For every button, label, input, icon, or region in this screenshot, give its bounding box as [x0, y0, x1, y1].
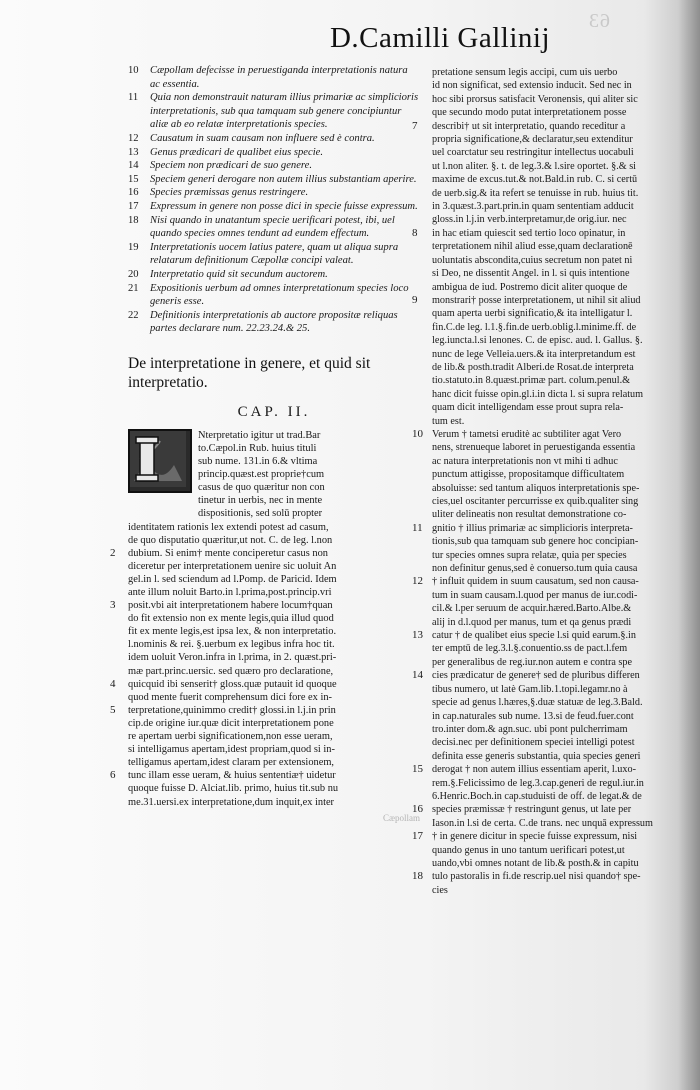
body-line-text: quicquid ibi senserit† gloss.quæ putauit id quoque [128, 678, 337, 690]
right-line [412, 803, 690, 816]
right-line [412, 427, 690, 441]
right-line-text: terpretationem nihil aliud esse,quam declarationē [432, 241, 633, 253]
right-line [432, 455, 690, 468]
right-line-text: pretatione sensum legis accipi, cum uis uerbo [432, 67, 618, 78]
body-line [128, 796, 420, 809]
right-line-text: Verum † tametsi eruditè ac subtiliter agat Vero [432, 428, 622, 440]
right-line-text: cies [432, 884, 448, 896]
right-line-text: describi† ut sit interpretatio, quando receditur a [432, 120, 626, 132]
index-item-number: 20 [128, 268, 139, 280]
right-line [432, 254, 690, 267]
right-line [432, 93, 690, 106]
index-item-number: 17 [128, 200, 139, 212]
right-line-text: tio.statuto.in 8.quæst.primæ part. colum.penul.& [432, 375, 631, 387]
body-line [128, 573, 420, 586]
index-item [128, 282, 420, 309]
right-line-text: catur † de qualibet eius specie l.si quid earum.§.in [432, 630, 636, 642]
margin-number: 7 [412, 119, 418, 132]
right-line-text: cies,uel oscitanter percurrisse ex quib.qualiter sing [432, 496, 639, 507]
right-line [432, 656, 690, 669]
body-line-text: diceretur per interpretationem uenire sic uoluit An [128, 560, 337, 572]
right-line [432, 616, 690, 629]
right-line-text: nunc de lege Velleia.uers.& ita interpretandum est [432, 348, 636, 360]
body-line-text: mæ part.princ.uersic. sed quæro pro declaratione, [128, 665, 334, 677]
index-item [128, 132, 420, 146]
right-line [432, 334, 690, 347]
right-line [432, 160, 690, 173]
right-line-text: in cap.naturales sub nume. 13.si de feud.fuer.cont [432, 710, 634, 722]
right-line-text: per generalibus de reg.iur.non autem e contra spe [432, 656, 632, 668]
right-line [432, 549, 690, 562]
index-item-text: Speciem non prædicari de suo genere. [150, 160, 313, 172]
right-line [412, 575, 690, 588]
body-line-text: ante illum noluit Barto.in l.prima,post.princip.vri [128, 587, 332, 598]
index-item-text: Interpretatio quid sit secundum auctorem. [150, 268, 328, 280]
right-line-text: absoluisse: sed tantum aliquos interpretationis spe- [432, 482, 640, 494]
body-line-text: me.31.uersi.ex interpretatione,dum inquit,ex inter [128, 796, 335, 808]
right-line [432, 361, 690, 374]
right-line-text: cies prædicatur de genere† sed de pluribus differen [432, 670, 640, 682]
index-item-text: Speciem generi derogare non autem illius substantiam aperire. [150, 173, 417, 185]
right-line [412, 293, 690, 307]
body-line-text: l.nominis & rei. §.uerbum ex legibus infra hoc tit. [128, 639, 335, 651]
right-line-text: tulo pastoralis in fi.de rescrip.uel nisi quando† spe- [432, 871, 641, 883]
body-line-text: gel.in l. sed sciendum ad l.Pomp. de Paricid. Idem [128, 573, 337, 585]
index-item [128, 241, 420, 268]
right-line [432, 602, 690, 615]
right-line [412, 763, 690, 776]
margin-number: 16 [412, 803, 423, 816]
right-line [412, 830, 690, 843]
body-line [128, 651, 420, 664]
decorated-initial-icon [128, 429, 192, 493]
right-line [412, 669, 690, 682]
body-line [128, 743, 420, 756]
index-item-text: Expressum in genere non posse dici in specie fuisse expressum. [150, 200, 418, 212]
index-item-number: 11 [128, 92, 139, 104]
body-line [110, 599, 420, 612]
catchword: Cæpollam [382, 812, 420, 823]
body-text [110, 521, 420, 809]
right-line-text: tibus numero, ut latè Gam.lib.1.topi.legamr.no à [432, 683, 628, 695]
index-item-text: Nisi quando in unatantum specie uerificari potest, ibi, uel quando species omnes tendunt ad eundem effectum. [150, 214, 395, 240]
right-line-text: specie ad genus l.hæres,§.duæ statuæ de leg.3.Bald. [432, 697, 643, 709]
right-line [412, 870, 690, 883]
dropcap-line: sub nume. 131.in 6.& vltima [198, 456, 318, 468]
right-line [432, 508, 690, 521]
right-line-text: uel coarctatur seu restringitur intellectus uocabuli [432, 147, 634, 159]
right-line-text: de lib.& posth.tradit Alberi.de Rosat.de interpreta [432, 361, 634, 373]
index-item-text: Interpretationis uocem latius patere, quam ut aliqua supra relatarum definitionum Cæpollæ concipi valeat. [150, 241, 399, 267]
index-item-number: 16 [128, 187, 139, 199]
right-line-text: tro.inter dom.& agn.suc. ubi pont pulcherrimam [432, 723, 628, 735]
right-line [432, 441, 690, 454]
body-line-text: telligamus apertam,idest claram per extensionem, [128, 757, 335, 769]
body-line-text: dubium. Si enim† mente conciperetur casus non [128, 547, 328, 559]
right-line-text: decisi.nec per definitionem speciei intelligi potest [432, 737, 635, 749]
right-line-text: † influit quidem in suum causatum, sed non causa- [432, 576, 639, 588]
right-line [432, 348, 690, 361]
right-line [432, 307, 690, 320]
right-line [412, 629, 690, 642]
body-line-text: do fit extensio non ex mente legis,quia illud quod [128, 613, 334, 625]
dropcap-text [198, 429, 325, 521]
body-line [110, 769, 420, 782]
index-item-text: Definitionis interpretationis ab auctore propositæ reliquas partes declarare num. 22.23.24.& 25. [150, 309, 398, 335]
right-line-text: hanc dicit fuisse opin.gl.i.in dicta l. si supra relatum [432, 388, 644, 400]
body-line-text: re apertam uerbi significationem,non esse ueram, [128, 731, 333, 743]
right-line-text: de uerb.sig.& ita refert se tenuisse in rub. huius tit. [432, 187, 639, 199]
body-line-text: si intelligamus apertam,idest propriam,quod si in- [128, 744, 335, 756]
index-item-number: 12 [128, 132, 139, 144]
right-line [432, 589, 690, 602]
right-line [432, 562, 690, 575]
right-column [412, 66, 690, 897]
summary-index-list [128, 64, 420, 336]
body-line [128, 586, 420, 599]
right-line [432, 374, 690, 387]
body-line-text: tunc illam esse ueram, & huius sententiæ† uidetur [128, 770, 336, 782]
right-line-text: definita esse generis substantia, quia species generi [432, 750, 641, 762]
margin-number: 3 [110, 599, 116, 612]
right-line [432, 495, 690, 508]
body-line-text: posit.vbi ait interpretationem habere locum†quan [128, 600, 333, 612]
body-line-text: quoque fuisse D. Alciat.lib. primo, huius tit.sub nu [128, 783, 339, 795]
body-line-text: fit ex mente legis,est ipsa lex, & non interpretatio. [128, 626, 337, 638]
right-line-text: monstrari† posse interpretationem, ut nihil sit aliud [432, 294, 641, 306]
index-item [128, 91, 420, 132]
right-line-text: tur species omnes supra relatæ, quia per species [432, 549, 627, 561]
index-item-number: 10 [128, 65, 139, 76]
margin-number: 11 [412, 521, 423, 534]
margin-number: 2 [110, 546, 116, 559]
index-item-number: 22 [128, 309, 139, 321]
chapter-label: CAP. II. [237, 403, 311, 420]
index-item-number: 13 [128, 146, 139, 158]
index-item-text: Causatum in suam causam non influere sed è contra. [150, 132, 375, 144]
right-line-text: ambigua de iud. Postremo dicit aliter quoque de [432, 281, 628, 293]
body-line [128, 756, 420, 769]
right-line [432, 79, 690, 92]
body-line [128, 612, 420, 625]
right-line [412, 119, 690, 133]
body-line [128, 521, 420, 534]
right-line-text: id non significat, sed extensio inducit. Sed nec in [432, 80, 632, 92]
right-line-text: rem.§.Felicissimo de leg.3.cap.generi de regul.iur.in [432, 777, 644, 789]
right-line [432, 884, 690, 897]
body-line-text: terpretatione,quinimmo credit† glossi.in l.j.in prin [128, 704, 336, 716]
index-item [128, 146, 420, 160]
right-line [432, 213, 690, 226]
body-line [128, 782, 420, 795]
right-line-text: tum est. [432, 415, 465, 427]
margin-number: 5 [110, 703, 116, 716]
right-line-text: in hac etiam quiescit sed tertio loco opinatur, in [432, 227, 626, 239]
right-line-text: quando genus in uno tantum uerificari potest,ut [432, 844, 625, 856]
body-line [128, 665, 420, 678]
margin-number: 9 [412, 293, 418, 306]
index-item [128, 309, 420, 336]
margin-number: 17 [412, 830, 423, 843]
right-line [432, 281, 690, 294]
right-line [432, 696, 690, 709]
right-line [432, 844, 690, 857]
right-line-text: non definitur genus,sed è conuerso.tum quia causa [432, 563, 638, 575]
right-line-text: gloss.in l.j.in verb.interpretamur,de orig.iur. nec [432, 214, 627, 226]
right-line [432, 710, 690, 723]
body-line [128, 691, 420, 704]
right-line-text: in 3.quæst.3.part.prin.in quam sententiam adducit [432, 201, 634, 213]
index-item [128, 186, 420, 200]
right-line-text: nens, strenueque laboret in peruestiganda essentia [432, 442, 636, 454]
right-line [432, 173, 690, 186]
right-line-text: ut l.non aliter. §. t. de leg.3.& l.sire oportet. §.& si [432, 160, 637, 172]
right-line [432, 66, 690, 79]
right-line [432, 723, 690, 736]
right-line [432, 267, 690, 280]
body-line [128, 638, 420, 651]
index-item-number: 14 [128, 160, 139, 172]
body-line [110, 677, 420, 691]
index-item-text: Expositionis uerbum ad omnes interpretationum species loco generis esse. [150, 282, 409, 308]
right-line-text: ter emptū de leg.3.l.§.conuentio.ss de pact.l.fem [432, 643, 628, 655]
margin-number: 6 [110, 769, 116, 782]
right-line-text: cil.& l.per seruum de acquir.hæred.Barto.Albe.& [432, 603, 632, 615]
right-line [432, 200, 690, 213]
right-line [432, 321, 690, 334]
right-line [432, 857, 690, 870]
body-line [128, 730, 420, 743]
right-line-text: hoc sibi prorsus satisfacit Veronensis, qui aliter sic [432, 93, 638, 105]
body-line-text: cip.de origine iur.quæ dicit interpretationem pone [128, 717, 334, 729]
margin-number: 12 [412, 575, 423, 588]
dropcap-line: dispositionis, sed solū propter [198, 508, 323, 520]
dropcap-paragraph [128, 429, 420, 521]
bleed-through-text: 63 [588, 10, 610, 32]
right-line [432, 790, 690, 803]
margin-number: 14 [412, 669, 423, 682]
right-line [432, 642, 690, 655]
index-item [128, 159, 420, 173]
margin-number: 4 [110, 677, 116, 690]
margin-number: 8 [412, 226, 418, 239]
margin-number: 13 [412, 629, 423, 642]
index-item [128, 214, 420, 241]
margin-number: 15 [412, 763, 423, 776]
right-line-text: tum in suam causam.l.quod per manus de iur.codi- [432, 589, 638, 601]
margin-number: 18 [412, 870, 423, 883]
right-line [432, 388, 690, 401]
body-line [110, 546, 420, 560]
body-line-text: idem uoluit Veron.infra in l.prima, in 2. quæst.pri- [128, 652, 337, 664]
right-line [432, 535, 690, 548]
right-line [432, 133, 690, 146]
right-line [432, 683, 690, 696]
right-line [432, 750, 690, 763]
right-line-text: maxime de excus.tut.& not.Bald.in rub. C. si certū [432, 174, 638, 186]
right-line-text: 6.Henric.Boch.in cap.studuisti de off. de legat.& de [432, 790, 642, 802]
dropcap-line: princip.quæst.est proprie†cum [198, 469, 325, 481]
body-line-text: identitatem rationis lex extendi potest ad casum, [128, 521, 329, 533]
index-item-number: 18 [128, 214, 139, 226]
body-line-text: de quo disputatio quæritur,ut not. C. de leg. l.non [128, 534, 333, 546]
right-line [432, 817, 690, 830]
right-line-text: quam aperta uerbi significatio,& ita intelligatur l. [432, 308, 633, 320]
right-line-text: uliter delineatis non resultat demonstratione co- [432, 509, 627, 521]
page-header-title: D.Camilli Gallinij [329, 22, 550, 54]
right-line-text: uoluntatis abscondita,cuius secretum non patet ni [432, 254, 633, 266]
right-line-text: si Deo, ne dissentit Angel. in l. si quis intentione [432, 268, 630, 280]
index-item-number: 19 [128, 241, 139, 253]
left-column [110, 64, 420, 823]
margin-number: 10 [412, 427, 423, 440]
right-line-text: uando,vbi omnes notant de lib.& posth.& in capitu [432, 857, 639, 869]
right-line-text: propria significatione,& declaratur,seu extenditur [432, 134, 633, 146]
right-line-text: ac natura interpretationis non vt mihi ti adhuc [432, 455, 618, 467]
dropcap-line: casus de quo quæritur non con [198, 482, 325, 494]
right-line-text: punctum attigisse, propositamque difficultatem [432, 469, 625, 481]
right-line [432, 187, 690, 200]
right-line [432, 415, 690, 428]
index-item [128, 173, 420, 187]
index-item-text: Genus prædicari de qualibet eius specie. [150, 146, 324, 158]
index-item [128, 268, 420, 282]
dropcap-line: tinetur in uerbis, nec in mente [198, 495, 323, 507]
right-line [432, 106, 690, 119]
index-item-text: Quia non demonstrauit naturam illius primariæ ac simplicioris interpretationis, sub qua tamquam sub genere concipiuntur aliæ ab eo relatæ interpretationis species. [150, 92, 419, 131]
index-item-text: Species præmissas genus restringere. [150, 187, 309, 199]
index-item [128, 200, 420, 214]
body-line [128, 534, 420, 547]
body-line [128, 717, 420, 730]
right-line-text: † in genere dicitur in specie fuisse expressum, nisi [432, 831, 638, 843]
right-line-text: leg.iuncta.l.si lenones. C. de episc. aud. l. Gallus. §. [432, 335, 643, 347]
index-item [128, 64, 420, 91]
right-line [432, 240, 690, 253]
right-line [432, 401, 690, 414]
body-line [128, 560, 420, 573]
right-line [432, 468, 690, 481]
right-line [432, 482, 690, 495]
section-heading: De interpretatione in genere, et quid sit interpretatio. [128, 354, 371, 391]
right-line-text: fin.C.de leg. l.1.§.fin.de uerb.oblig.l.minime.ff. de [432, 321, 637, 333]
right-line-text: alij in d.l.quod per manus, tum et qa genus prædi [432, 616, 632, 628]
right-line-text: que secundo modo putat interpretationem posse [432, 107, 627, 119]
body-line [110, 703, 420, 717]
dropcap-line: Nterpretatio igitur ut trad.Bar [198, 429, 321, 441]
right-line-text: gnitio † illius primariæ ac simplicioris interpreta- [432, 522, 633, 534]
dropcap-line: to.Cæpol.in Rub. huius tituli [198, 442, 317, 454]
right-line [412, 521, 690, 535]
right-line [432, 777, 690, 790]
right-line-text: Iason.in l.si de certa. C.de trans. nec unquā expressum [432, 817, 653, 829]
body-line-text: quod mente fuerit comprehensum dici fore ex in- [128, 691, 332, 703]
index-item-text: Cæpollam defecisse in peruestiganda interpretationis natura ac essentia. [150, 65, 408, 90]
right-line-text: species præmissæ † restringunt genus, ut late per [432, 804, 632, 816]
body-line [128, 625, 420, 638]
right-line-text: tionis,sub qua tamquam sub genere hoc concipian- [432, 536, 639, 548]
right-line [432, 146, 690, 159]
right-line [412, 226, 690, 240]
right-line-text: quam dicit intelligendam esse prout supra rela- [432, 402, 624, 414]
right-line [432, 736, 690, 749]
index-item-number: 21 [128, 282, 139, 294]
index-item-number: 15 [128, 173, 139, 185]
right-line-text: derogat † non autem illius essentiam aperit, l.uxo- [432, 764, 636, 776]
